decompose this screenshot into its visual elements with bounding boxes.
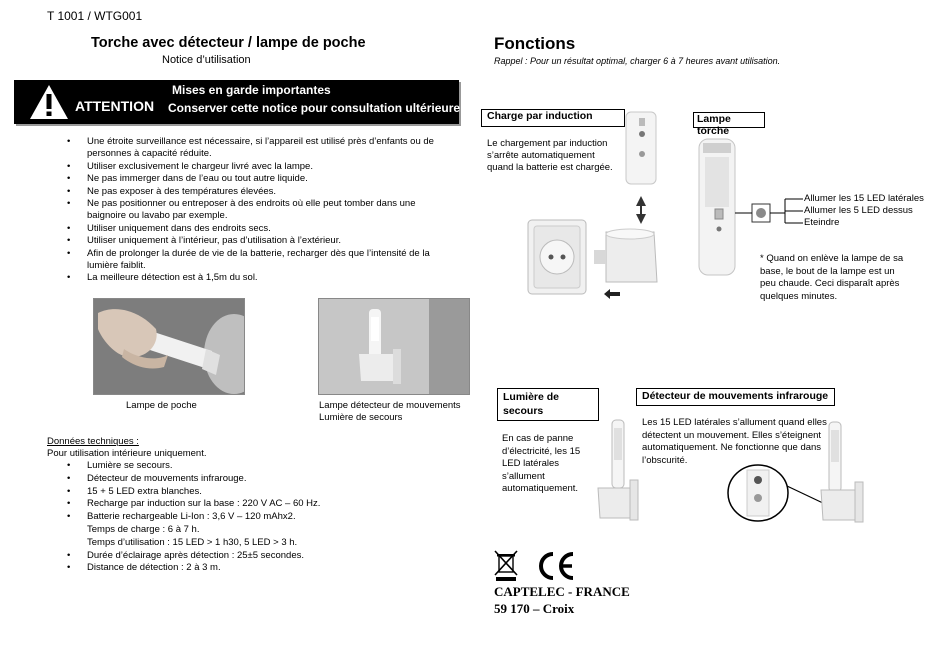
torch-action-line: Allumer les 15 LED latérales (804, 193, 924, 204)
page-title: Torche avec détecteur / lampe de poche (91, 35, 366, 51)
list-item: • Durée d’éclairage après détection : 25±5 secondes. (67, 550, 387, 563)
detector-label-box: Détecteur de mouvements infrarouge (636, 388, 835, 406)
list-item: • Ne pas immerger dans de l’eau ou tout autre liquide. (67, 173, 457, 185)
torch-action-line: Allumer les 5 LED dessus (804, 205, 913, 216)
emergency-lamp-illustration (592, 418, 640, 522)
charge-text-line: s’arrête automatiquement (487, 150, 595, 161)
torch-heat-note: * Quand on enlève la lampe de sa base, le bout de la lampe est un peu chaude. Ceci disparaît après quelques minutes. (760, 253, 904, 302)
safety-list (67, 136, 457, 285)
list-item: • Utiliser exclusivement le chargeur livré avec la lampe. (67, 161, 457, 173)
list-item: • Distance de détection : 2 à 3 m. (67, 562, 387, 575)
list-item: Temps d’utilisation : 15 LED > 1 h30, 5 LED > 3 h. (87, 536, 298, 548)
weee-bin-icon (494, 550, 518, 582)
warning-triangle-icon (28, 83, 70, 121)
list-item: • Ne pas exposer à des températures élevées. (67, 186, 457, 198)
emergency-label-box: Lumière de secours (497, 388, 599, 421)
list-item: • 15 + 5 LED extra blanches. (67, 486, 387, 499)
list-item: Temps de charge : 6 à 7 h. (87, 523, 200, 535)
list-item: • Détecteur de mouvements infrarouge. (67, 473, 387, 486)
list-item: • Lumière se secours. (67, 460, 387, 473)
warning-line-1: Mises en garde importantes (172, 83, 331, 97)
list-item: • Une étroite surveillance est nécessaire, si l’appareil est utilisé près d’enfants ou de personnes à capacité réduite. (67, 136, 457, 161)
list-item: • Utiliser uniquement à l’intérieur, pas d’utilisation à l’extérieur. (67, 235, 457, 247)
charge-label-box: Charge par induction (481, 109, 625, 127)
charge-text-line: quand la batterie est chargée. (487, 162, 613, 173)
company-address: 59 170 – Croix (494, 601, 575, 616)
list-item: • Recharge par induction sur la base : 220 V AC – 60 Hz. (67, 498, 387, 511)
detector-illustration (725, 418, 875, 524)
warning-label: ATTENTION (75, 98, 155, 114)
charging-illustration (520, 108, 670, 303)
wall-lamp-photo (318, 298, 470, 395)
document-reference: T 1001 / WTG001 (47, 9, 143, 23)
torch-label-box: Lampe torche (693, 112, 765, 128)
photo-caption-detector: Lampe détecteur de mouvements (319, 400, 461, 411)
flashlight-hand-photo (93, 298, 245, 395)
company-name: CAPTELEC - FRANCE (494, 584, 630, 599)
warning-line-2: Conserver cette notice pour consultation ultérieure (168, 101, 461, 115)
charge-text-line: Le chargement par induction (487, 138, 608, 149)
section-title-fonctions: Fonctions (494, 34, 576, 53)
list-item: • Afin de prolonger la durée de vie de la batterie, recharger dès que l’intensité de la lumière faiblit. (67, 248, 457, 273)
ce-mark-icon (535, 550, 577, 582)
charging-reminder: Rappel : Pour un résultat optimal, charger 6 à 7 heures avant utilisation. (494, 56, 781, 66)
list-item: • La meilleure détection est à 1,5m du sol. (67, 272, 457, 284)
list-item: • Ne pas positionner ou entreposer à des endroits où elle peut tomber dans une baignoire ou lavabo par exemple. (67, 198, 457, 223)
page-subtitle: Notice d’utilisation (162, 54, 251, 66)
tech-intro: Pour utilisation intérieure uniquement. (47, 448, 207, 459)
list-item: • Batterie rechargeable Li-Ion : 3,6 V – 120 mAhx2. (67, 511, 387, 524)
photo-caption-emergency: Lumière de secours (319, 412, 403, 423)
torch-action-line: Eteindre (804, 217, 840, 228)
photo-caption-flashlight: Lampe de poche (126, 400, 197, 411)
tech-heading: Données techniques : (47, 436, 139, 447)
detector-text: Les 15 LED latérales s’allument quand elles détectent un mouvement. Elles s’éteignent automatiquement. Ne fonctionne que dans l’obscurité. (642, 417, 827, 466)
tech-list (67, 460, 387, 575)
emergency-text: En cas de panne d’électricité, les 15 LED latérales s’allument automatiquement. (502, 433, 581, 494)
list-item: • Utiliser uniquement dans des endroits secs. (67, 223, 457, 235)
